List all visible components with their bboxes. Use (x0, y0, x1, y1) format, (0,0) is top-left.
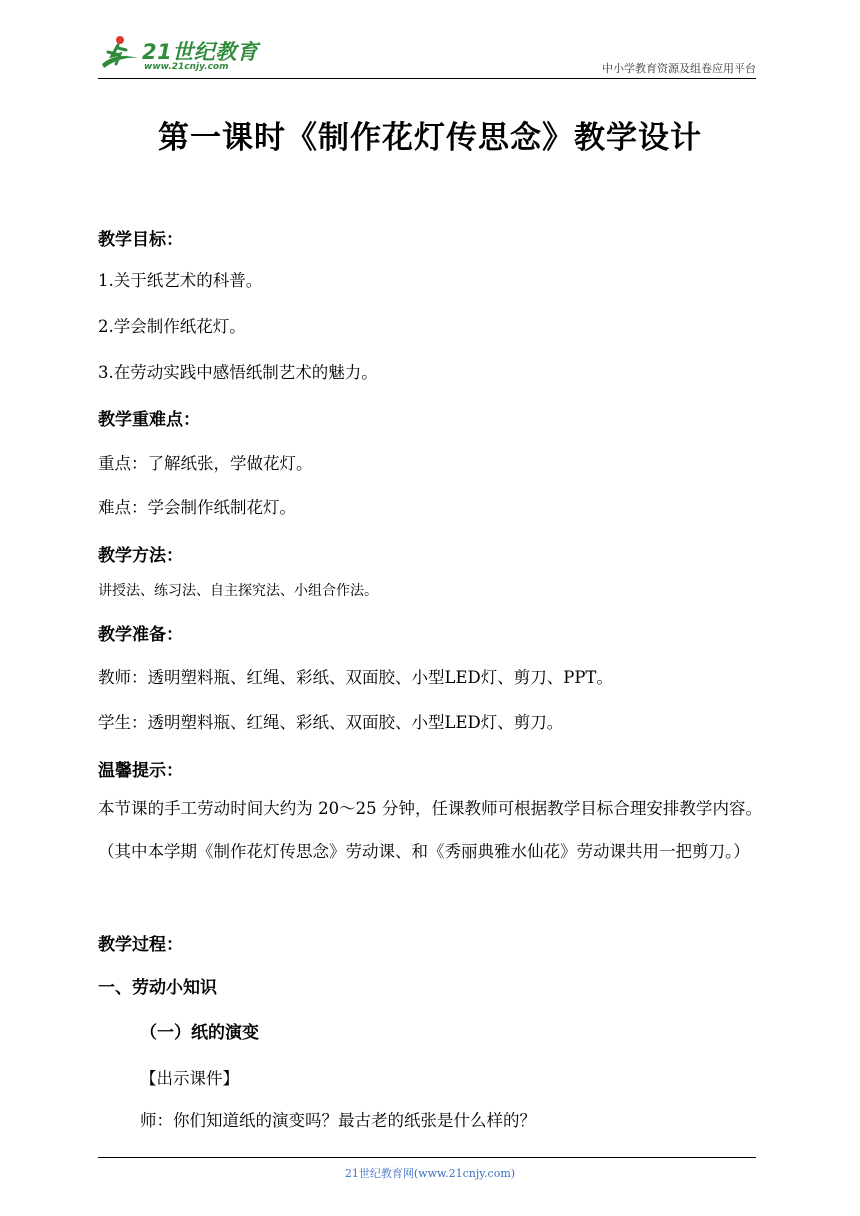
sub1-heading: （一）纸的演变 (140, 1023, 259, 1043)
footer-text: 21世纪教育网(www.21cnjy.com) (344, 1167, 516, 1180)
footer-divider (98, 1157, 756, 1158)
goals-heading: 教学目标： (98, 230, 183, 250)
page-header (98, 30, 756, 79)
show-slide-note: 【出示课件】 (140, 1069, 239, 1088)
document-title: 第一课时《制作花灯传思念》教学设计 (158, 120, 702, 156)
logo (98, 34, 268, 78)
method-heading: 教学方法： (98, 546, 183, 566)
tip-paragraph: 本节课的手工劳动时间大约为 20～25 分钟，任课教师可根据教学目标合理安排教学内容。（其中本学期《制作花灯传思念》劳动课、和《秀丽典雅水仙花》劳动课共用一把剪刀。） (98, 799, 762, 861)
methods-text: 讲授法、练习法、自主探究法、小组合作法。 (98, 583, 378, 599)
prep-teacher: 教师：透明塑料瓶、红绳、彩纸、双面胶、小型LED灯、剪刀、PPT。 (98, 668, 613, 687)
prep-student: 学生：透明塑料瓶、红绳、彩纸、双面胶、小型LED灯、剪刀。 (98, 713, 564, 732)
prep-heading: 教学准备： (98, 625, 183, 645)
difficult-point: 难点：学会制作纸制花灯。 (98, 498, 296, 517)
process-heading: 教学过程： (98, 935, 183, 955)
goal-item: 3.在劳动实践中感悟纸制艺术的魅力。 (98, 363, 378, 382)
goal-item: 2.学会制作纸花灯。 (98, 317, 246, 336)
logo-url: www.21cnjy.com (144, 62, 229, 72)
runner-logo-icon (98, 34, 142, 74)
key-point: 重点：了解纸张，学做花灯。 (98, 454, 313, 473)
key-heading: 教学重难点： (98, 410, 200, 430)
logo-title: 21世纪教育 (142, 40, 259, 64)
goal-item: 1.关于纸艺术的科普。 (98, 271, 263, 290)
teacher-question: 师：你们知道纸的演变吗？最古老的纸张是什么样的？ (140, 1111, 536, 1130)
part1-heading: 一、劳动小知识 (98, 978, 217, 998)
platform-label: 中小学教育资源及组卷应用平台 (602, 62, 756, 75)
tip-heading: 温馨提示： (98, 761, 183, 781)
